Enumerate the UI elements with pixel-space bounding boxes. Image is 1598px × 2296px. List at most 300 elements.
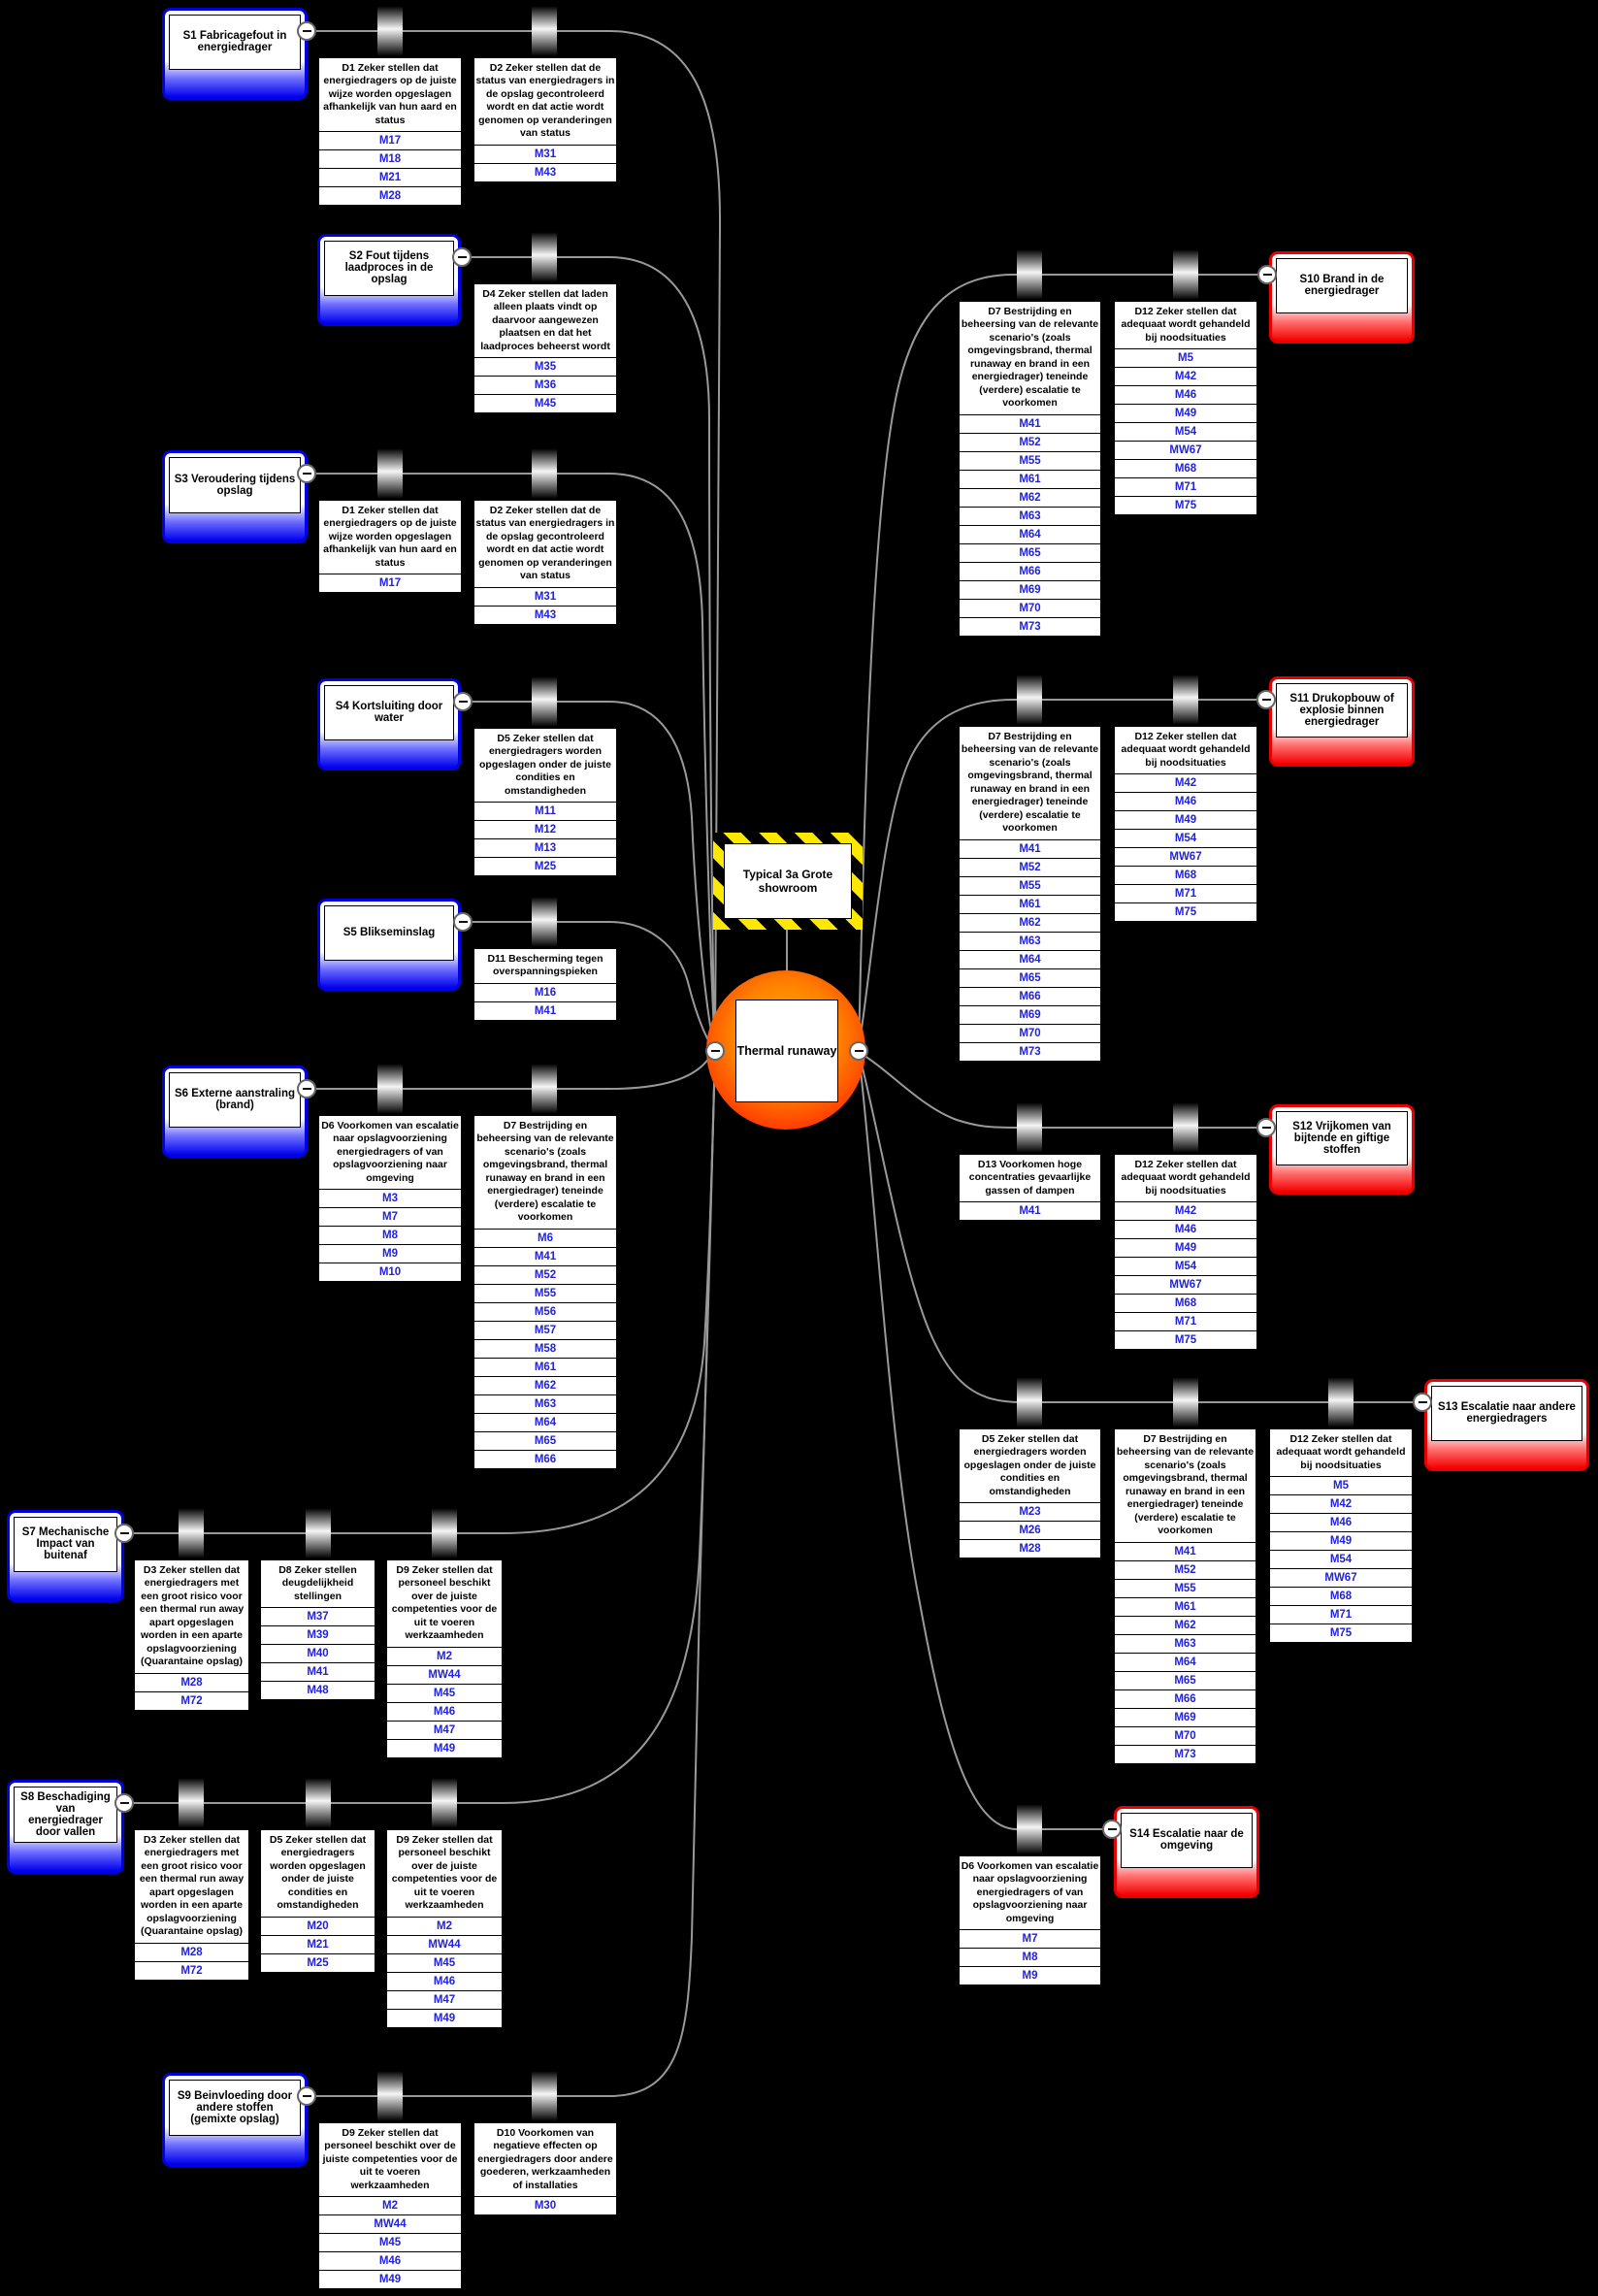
barrier-bar[interactable] bbox=[532, 446, 557, 501]
measure-row[interactable]: M64 bbox=[960, 950, 1100, 968]
barrier-s10-d12[interactable] bbox=[1113, 300, 1258, 516]
measure-row[interactable]: M49 bbox=[387, 2009, 502, 2027]
barrier-bar[interactable] bbox=[1017, 247, 1042, 302]
measure-row[interactable]: M2 bbox=[387, 1647, 502, 1665]
threat-s6-label: S6 Externe aanstraling (brand) bbox=[169, 1072, 301, 1128]
barrier-s1-d1[interactable] bbox=[317, 56, 463, 207]
measure-row[interactable]: M72 bbox=[135, 1961, 248, 1980]
barrier-s1-d2[interactable] bbox=[473, 56, 618, 183]
measure-row[interactable]: M54 bbox=[1115, 422, 1256, 441]
measure-row[interactable]: M63 bbox=[960, 932, 1100, 950]
barrier-s3-d1[interactable] bbox=[317, 499, 463, 594]
measure-row[interactable]: M18 bbox=[319, 149, 461, 168]
measure-row[interactable]: M41 bbox=[474, 1001, 616, 1020]
measure-row[interactable]: M52 bbox=[960, 858, 1100, 876]
barrier-s7-d9[interactable] bbox=[385, 1558, 504, 1759]
consequence-s10[interactable] bbox=[1269, 251, 1415, 344]
measure-row[interactable]: M66 bbox=[960, 987, 1100, 1005]
barrier-bar[interactable] bbox=[179, 1506, 204, 1560]
measure-row[interactable]: M68 bbox=[1115, 866, 1256, 884]
threat-s3[interactable] bbox=[162, 450, 308, 543]
barrier-title: D12 Zeker stellen dat adequaat wordt gehandeld bij noodsituaties bbox=[1121, 1159, 1251, 1197]
measure-row[interactable]: M16 bbox=[474, 983, 616, 1001]
measure-list bbox=[319, 574, 461, 592]
measure-row[interactable]: M41 bbox=[960, 839, 1100, 858]
measure-row[interactable]: M46 bbox=[387, 1972, 502, 1990]
measure-row[interactable]: M54 bbox=[1115, 829, 1256, 847]
measure-row[interactable]: M54 bbox=[1115, 1257, 1256, 1275]
wire-s6 bbox=[307, 1052, 715, 1089]
measure-row[interactable]: M55 bbox=[474, 1284, 616, 1302]
measure-row[interactable]: M49 bbox=[1115, 404, 1256, 422]
measure-row[interactable]: M65 bbox=[960, 543, 1100, 562]
measure-row[interactable]: M35 bbox=[474, 357, 616, 376]
measure-row[interactable]: M64 bbox=[1115, 1653, 1256, 1671]
barrier-title: D3 Zeker stellen dat energiedragers met een groot risico voor een thermal run away apart opgeslagen worden in een aparte opslagvoorziening (Quarantaine opslag) bbox=[139, 1564, 245, 1668]
threat-s5-label: S5 Blikseminslag bbox=[324, 905, 454, 961]
measure-list bbox=[960, 1502, 1100, 1558]
barrier-title: D7 Bestrijding en beheersing van de relevante scenario's (zoals omgevingsbrand, thermal runaway en brand in een energiedrager) teneinde (verdere) escalatie te voorkomen bbox=[961, 731, 1099, 835]
measure-row[interactable]: M8 bbox=[960, 1948, 1100, 1966]
barrier-bar[interactable] bbox=[306, 1776, 331, 1830]
measure-row[interactable]: M71 bbox=[1115, 1312, 1256, 1330]
measure-row[interactable]: M68 bbox=[1115, 459, 1256, 477]
threat-s7-label: S7 Mechanische Impact van buitenaf bbox=[14, 1517, 117, 1572]
measure-row[interactable]: M69 bbox=[960, 1005, 1100, 1024]
consequence-s13-label: S13 Escalatie naar andere energiedragers bbox=[1431, 1386, 1582, 1441]
measure-row[interactable]: M42 bbox=[1115, 367, 1256, 385]
measure-row[interactable]: M41 bbox=[1115, 1542, 1256, 1560]
barrier-s7-d3[interactable] bbox=[133, 1558, 250, 1712]
measure-row[interactable]: M28 bbox=[960, 1539, 1100, 1558]
wire-s12 bbox=[859, 1052, 1266, 1128]
consequence-s11-label: S11 Drukopbouw of explosie binnen energiedrager bbox=[1276, 683, 1408, 738]
measure-row[interactable]: M52 bbox=[960, 433, 1100, 451]
measure-row[interactable]: MW67 bbox=[1115, 847, 1256, 866]
measure-row[interactable]: M45 bbox=[387, 1684, 502, 1702]
measure-row[interactable]: M46 bbox=[1115, 792, 1256, 810]
barrier-title: D4 Zeker stellen dat laden alleen plaats vindt op daarvoor aangewezen plaatsen en dat het laadproces beheerst wordt bbox=[480, 288, 610, 352]
measure-row[interactable]: M61 bbox=[960, 470, 1100, 488]
measure-row[interactable]: M37 bbox=[261, 1607, 375, 1625]
measure-list bbox=[960, 1929, 1100, 1984]
barrier-title: D8 Zeker stellen deugdelijkheid stellingen bbox=[278, 1564, 357, 1602]
collapse-icon[interactable] bbox=[297, 1079, 316, 1099]
threat-s7[interactable] bbox=[7, 1510, 124, 1602]
barrier-bar[interactable] bbox=[532, 674, 557, 729]
measure-row[interactable]: M45 bbox=[387, 1953, 502, 1972]
barrier-bar[interactable] bbox=[432, 1776, 457, 1830]
measure-row[interactable]: M71 bbox=[1115, 477, 1256, 496]
measure-row[interactable]: M62 bbox=[960, 488, 1100, 507]
threat-s3-label: S3 Veroudering tijdens opslag bbox=[169, 457, 301, 513]
barrier-s13-d5[interactable] bbox=[958, 1427, 1102, 1559]
measure-row[interactable]: M62 bbox=[1115, 1616, 1256, 1634]
barrier-s8-d9[interactable] bbox=[385, 1828, 504, 2029]
barrier-bar[interactable] bbox=[532, 1062, 557, 1116]
collapse-icon[interactable] bbox=[114, 1524, 134, 1543]
measure-row[interactable]: M65 bbox=[474, 1431, 616, 1450]
barrier-bar[interactable] bbox=[1328, 1375, 1353, 1429]
measure-list bbox=[1115, 773, 1256, 921]
measure-row[interactable]: M72 bbox=[135, 1691, 248, 1710]
barrier-title: D2 Zeker stellen dat de status van energiedragers in de opslag gecontroleerd wordt en dat actie wordt genomen op veranderingen van status bbox=[475, 505, 615, 582]
measure-row[interactable]: M49 bbox=[387, 1739, 502, 1757]
barrier-bar[interactable] bbox=[1017, 1802, 1042, 1856]
hazard-label: Typical 3a Grote showroom bbox=[724, 843, 852, 919]
measure-row[interactable]: M56 bbox=[474, 1302, 616, 1321]
measure-row[interactable]: M8 bbox=[319, 1226, 461, 1244]
consequence-s14[interactable] bbox=[1114, 1806, 1259, 1898]
measure-row[interactable]: M49 bbox=[319, 2270, 461, 2288]
barrier-bar[interactable] bbox=[1017, 672, 1042, 727]
barrier-s5-d11[interactable] bbox=[473, 947, 618, 1022]
measure-row[interactable]: M75 bbox=[1115, 496, 1256, 514]
measure-list bbox=[474, 1229, 616, 1468]
measure-row[interactable]: M73 bbox=[960, 1042, 1100, 1061]
measure-row[interactable]: M40 bbox=[261, 1644, 375, 1662]
barrier-title: D11 Bescherming tegen overspanningspieken bbox=[487, 953, 603, 978]
measure-row[interactable]: M31 bbox=[474, 587, 616, 606]
measure-list bbox=[135, 1673, 248, 1710]
measure-row[interactable]: M41 bbox=[261, 1662, 375, 1681]
barrier-bar[interactable] bbox=[432, 1506, 457, 1560]
measure-row[interactable]: M73 bbox=[960, 617, 1100, 636]
barrier-s8-d3[interactable] bbox=[133, 1828, 250, 1982]
threat-s1-label: S1 Fabricagefout in energiedrager bbox=[169, 15, 301, 70]
measure-row[interactable]: M70 bbox=[1115, 1726, 1256, 1745]
measure-row[interactable]: M43 bbox=[474, 163, 616, 181]
measure-row[interactable]: MW67 bbox=[1270, 1568, 1412, 1587]
collapse-icon[interactable] bbox=[1413, 1393, 1432, 1412]
measure-row[interactable]: M42 bbox=[1270, 1494, 1412, 1513]
measure-row[interactable]: M70 bbox=[960, 599, 1100, 617]
measure-row[interactable]: M64 bbox=[474, 1413, 616, 1431]
measure-row[interactable]: M42 bbox=[1115, 1201, 1256, 1220]
barrier-title: D6 Voorkomen van escalatie naar opslagvoorziening energiedragers of van opslagvoorziening naar omgeving bbox=[321, 1120, 459, 1184]
barrier-title: D5 Zeker stellen dat energiedragers worden opgeslagen onder de juiste condities en omstandigheden bbox=[963, 1433, 1096, 1497]
measure-row[interactable]: M28 bbox=[135, 1943, 248, 1961]
measure-list bbox=[135, 1943, 248, 1980]
measure-row[interactable]: M61 bbox=[1115, 1597, 1256, 1616]
measure-row[interactable]: M31 bbox=[474, 145, 616, 163]
barrier-s2-d4[interactable] bbox=[473, 282, 618, 414]
measure-row[interactable]: M46 bbox=[1115, 385, 1256, 404]
measure-row[interactable]: M45 bbox=[474, 394, 616, 412]
measure-row[interactable]: M62 bbox=[960, 913, 1100, 932]
collapse-icon[interactable] bbox=[297, 464, 316, 483]
measure-list bbox=[387, 1917, 502, 2027]
measure-list bbox=[387, 1647, 502, 1757]
measure-row[interactable]: M46 bbox=[319, 2251, 461, 2270]
measure-row[interactable]: M21 bbox=[261, 1935, 375, 1953]
measure-row[interactable]: M69 bbox=[960, 580, 1100, 599]
measure-row[interactable]: MW44 bbox=[387, 1665, 502, 1684]
barrier-bar[interactable] bbox=[1173, 672, 1198, 727]
barrier-bar[interactable] bbox=[377, 446, 403, 501]
measure-row[interactable]: M46 bbox=[1115, 1220, 1256, 1238]
measure-list bbox=[474, 802, 616, 875]
threat-s9[interactable] bbox=[162, 2073, 308, 2167]
barrier-title: D9 Zeker stellen dat personeel beschikt over de juiste competenties voor de uit te voeren werkzaamheden bbox=[391, 1564, 498, 1642]
collapse-icon[interactable] bbox=[1256, 1118, 1276, 1137]
consequence-s11[interactable] bbox=[1269, 676, 1415, 767]
threat-s2[interactable] bbox=[317, 234, 461, 326]
barrier-s8-d5[interactable] bbox=[259, 1828, 376, 1974]
measure-row[interactable]: M75 bbox=[1270, 1624, 1412, 1642]
hazard-box[interactable] bbox=[713, 833, 863, 930]
barrier-title: D5 Zeker stellen dat energiedragers worden opgeslagen onder de juiste condities en omstandigheden bbox=[269, 1834, 367, 1912]
measure-list bbox=[1115, 1542, 1256, 1763]
barrier-s11-d7[interactable] bbox=[958, 725, 1102, 1063]
measure-row[interactable]: M48 bbox=[261, 1681, 375, 1699]
measure-row[interactable]: M66 bbox=[474, 1450, 616, 1468]
measure-row[interactable]: M9 bbox=[319, 1244, 461, 1263]
measure-list bbox=[474, 357, 616, 412]
measure-row[interactable]: MW44 bbox=[387, 1935, 502, 1953]
measure-row[interactable]: M2 bbox=[387, 1917, 502, 1935]
barrier-s12-d12[interactable] bbox=[1113, 1153, 1258, 1351]
measure-row[interactable]: M75 bbox=[1115, 1330, 1256, 1349]
barrier-s13-d7[interactable] bbox=[1113, 1427, 1257, 1765]
barrier-title: D7 Bestrijding en beheersing van de relevante scenario's (zoals omgevingsbrand, thermal runaway en brand in een energiedrager) teneinde (verdere) escalatie te voorkomen bbox=[961, 306, 1099, 410]
measure-row[interactable]: M69 bbox=[1115, 1708, 1256, 1726]
barrier-s4-d5[interactable] bbox=[473, 727, 618, 877]
measure-list bbox=[960, 1201, 1100, 1220]
threat-s9-label: S9 Beinvloeding door andere stoffen (gemixte opslag) bbox=[169, 2080, 301, 2136]
measure-list bbox=[319, 2196, 461, 2288]
barrier-bar[interactable] bbox=[1017, 1100, 1042, 1155]
measure-row[interactable]: M10 bbox=[319, 1263, 461, 1281]
measure-list bbox=[1270, 1476, 1412, 1642]
measure-list bbox=[1115, 348, 1256, 514]
measure-list bbox=[1115, 1201, 1256, 1349]
measure-row[interactable]: M30 bbox=[474, 2196, 616, 2214]
measure-row[interactable]: M17 bbox=[319, 131, 461, 149]
collapse-icon[interactable] bbox=[114, 1793, 134, 1813]
measure-row[interactable]: M41 bbox=[960, 1201, 1100, 1220]
measure-row[interactable]: M11 bbox=[474, 802, 616, 820]
measure-row[interactable]: M25 bbox=[474, 857, 616, 875]
barrier-title: D12 Zeker stellen dat adequaat wordt gehandeld bij noodsituaties bbox=[1276, 1433, 1406, 1471]
barrier-bar[interactable] bbox=[377, 1062, 403, 1116]
barrier-s11-d12[interactable] bbox=[1113, 725, 1258, 923]
measure-row[interactable]: M52 bbox=[474, 1265, 616, 1284]
barrier-bar[interactable] bbox=[532, 2069, 557, 2123]
threat-s8[interactable] bbox=[7, 1780, 124, 1874]
measure-list bbox=[474, 983, 616, 1020]
barrier-bar[interactable] bbox=[1173, 1100, 1198, 1155]
barrier-s14-d6[interactable] bbox=[958, 1854, 1102, 1986]
measure-row[interactable]: M57 bbox=[474, 1321, 616, 1339]
measure-row[interactable]: M61 bbox=[474, 1358, 616, 1376]
consequence-s10-label: S10 Brand in de energiedrager bbox=[1276, 258, 1408, 313]
measure-row[interactable]: M58 bbox=[474, 1339, 616, 1358]
barrier-title: D9 Zeker stellen dat personeel beschikt over de juiste competenties voor de uit te voeren werkzaamheden bbox=[391, 1834, 498, 1912]
measure-row[interactable]: M66 bbox=[960, 562, 1100, 580]
measure-row[interactable]: MW44 bbox=[319, 2214, 461, 2233]
measure-row[interactable]: M66 bbox=[1115, 1689, 1256, 1708]
barrier-title: D12 Zeker stellen dat adequaat wordt gehandeld bij noodsituaties bbox=[1121, 306, 1251, 344]
collapse-icon[interactable] bbox=[705, 1041, 725, 1061]
barrier-s7-d8[interactable] bbox=[259, 1558, 376, 1701]
barrier-title: D10 Voorkomen van negatieve effecten op energiedragers door andere goederen, werkzaamheden of installaties bbox=[477, 2127, 613, 2191]
barrier-title: D7 Bestrijding en beheersing van de relevante scenario's (zoals omgevingsbrand, thermal runaway en brand in een energiedrager) teneinde (verdere) escalatie te voorkomen bbox=[476, 1120, 614, 1224]
measure-row[interactable]: M55 bbox=[960, 451, 1100, 470]
measure-list bbox=[474, 587, 616, 624]
barrier-s6-d6[interactable] bbox=[317, 1114, 463, 1283]
measure-list bbox=[261, 1607, 375, 1699]
barrier-title: D9 Zeker stellen dat personeel beschikt over de juiste competenties voor de uit te voeren werkzaamheden bbox=[322, 2127, 458, 2191]
consequence-s14-label: S14 Escalatie naar de omgeving bbox=[1121, 1813, 1253, 1868]
measure-list bbox=[960, 839, 1100, 1061]
measure-row[interactable]: M43 bbox=[474, 606, 616, 624]
barrier-s10-d7[interactable] bbox=[958, 300, 1102, 638]
barrier-title: D7 Bestrijding en beheersing van de relevante scenario's (zoals omgevingsbrand, thermal runaway en brand in een energiedrager) teneinde (verdere) escalatie te voorkomen bbox=[1116, 1433, 1255, 1537]
barrier-s9-d9[interactable] bbox=[317, 2121, 463, 2290]
measure-row[interactable]: M47 bbox=[387, 1990, 502, 2009]
measure-row[interactable]: M5 bbox=[1115, 348, 1256, 367]
measure-row[interactable]: M47 bbox=[387, 1721, 502, 1739]
collapse-icon[interactable] bbox=[297, 21, 316, 41]
threat-s4-label: S4 Kortsluiting door water bbox=[324, 685, 454, 740]
measure-row[interactable]: M71 bbox=[1270, 1605, 1412, 1624]
threat-s4[interactable] bbox=[317, 678, 461, 771]
measure-row[interactable]: M12 bbox=[474, 820, 616, 838]
measure-row[interactable]: M39 bbox=[261, 1625, 375, 1644]
measure-row[interactable]: M36 bbox=[474, 376, 616, 394]
measure-row[interactable]: M61 bbox=[960, 895, 1100, 913]
measure-row[interactable]: M64 bbox=[960, 525, 1100, 543]
collapse-icon[interactable] bbox=[1257, 265, 1277, 284]
measure-list bbox=[319, 131, 461, 205]
threat-s5[interactable] bbox=[317, 899, 461, 991]
measure-list bbox=[319, 1189, 461, 1281]
barrier-title: D5 Zeker stellen dat energiedragers worden opgeslagen onder de juiste condities en omstandigheden bbox=[479, 733, 611, 797]
top-event-circle[interactable] bbox=[706, 970, 865, 1130]
barrier-bar[interactable] bbox=[377, 2069, 403, 2123]
barrier-s12-d13[interactable] bbox=[958, 1153, 1102, 1222]
measure-row[interactable]: M5 bbox=[1270, 1476, 1412, 1494]
barrier-bar[interactable] bbox=[306, 1506, 331, 1560]
barrier-bar[interactable] bbox=[1173, 247, 1198, 302]
consequence-s12[interactable] bbox=[1269, 1104, 1415, 1195]
barrier-title: D2 Zeker stellen dat de status van energiedragers in de opslag gecontroleerd wordt en dat actie wordt genomen op veranderingen van status bbox=[475, 62, 615, 140]
barrier-bar[interactable] bbox=[532, 230, 557, 284]
measure-row[interactable]: M28 bbox=[319, 186, 461, 205]
barrier-s6-d7[interactable] bbox=[473, 1114, 618, 1470]
measure-row[interactable]: M73 bbox=[1115, 1745, 1256, 1763]
measure-row[interactable]: M20 bbox=[261, 1917, 375, 1935]
measure-list bbox=[261, 1917, 375, 1972]
barrier-title: D12 Zeker stellen dat adequaat wordt gehandeld bij noodsituaties bbox=[1121, 731, 1251, 769]
measure-row[interactable]: M63 bbox=[1115, 1634, 1256, 1653]
measure-row[interactable]: M62 bbox=[474, 1376, 616, 1394]
barrier-title: D1 Zeker stellen dat energiedragers op de juiste wijze worden opgeslagen afhankelijk van hun aard en status bbox=[323, 62, 457, 126]
measure-row[interactable]: M42 bbox=[1115, 773, 1256, 792]
barrier-bar[interactable] bbox=[1173, 1375, 1198, 1429]
measure-row[interactable]: M46 bbox=[1270, 1513, 1412, 1531]
collapse-icon[interactable] bbox=[849, 1041, 868, 1061]
measure-row[interactable]: M21 bbox=[319, 168, 461, 186]
measure-row[interactable]: M45 bbox=[319, 2233, 461, 2251]
measure-row[interactable]: M6 bbox=[474, 1229, 616, 1247]
barrier-bar[interactable] bbox=[532, 895, 557, 949]
barrier-s13-d12[interactable] bbox=[1268, 1427, 1414, 1644]
consequence-s12-label: S12 Vrijkomen van bijtende en giftige stoffen bbox=[1276, 1111, 1408, 1165]
measure-row[interactable]: M2 bbox=[319, 2196, 461, 2214]
measure-row[interactable]: M63 bbox=[960, 507, 1100, 525]
measure-row[interactable]: M49 bbox=[1115, 810, 1256, 829]
barrier-bar[interactable] bbox=[1017, 1375, 1042, 1429]
measure-row[interactable]: M26 bbox=[960, 1521, 1100, 1539]
collapse-icon[interactable] bbox=[1102, 1820, 1122, 1839]
measure-row[interactable]: M41 bbox=[960, 414, 1100, 433]
barrier-title: D13 Voorkomen hoge concentraties gevaarlijke gassen of dampen bbox=[968, 1159, 1092, 1197]
measure-row[interactable]: M65 bbox=[1115, 1671, 1256, 1689]
barrier-bar[interactable] bbox=[179, 1776, 204, 1830]
barrier-title: D6 Voorkomen van escalatie naar opslagvoorziening energiedragers of van opslagvoorziening naar omgeving bbox=[961, 1860, 1099, 1924]
measure-row[interactable]: M68 bbox=[1115, 1294, 1256, 1312]
measure-row[interactable]: M28 bbox=[135, 1673, 248, 1691]
collapse-icon[interactable] bbox=[1256, 690, 1276, 709]
consequence-s13[interactable] bbox=[1424, 1379, 1589, 1471]
measure-row[interactable]: M68 bbox=[1270, 1587, 1412, 1605]
collapse-icon[interactable] bbox=[297, 2086, 316, 2106]
measure-list bbox=[960, 414, 1100, 636]
measure-row[interactable]: M54 bbox=[1270, 1550, 1412, 1568]
measure-row[interactable]: M49 bbox=[1115, 1238, 1256, 1257]
measure-row[interactable]: M25 bbox=[261, 1953, 375, 1972]
measure-row[interactable]: M65 bbox=[960, 968, 1100, 987]
measure-row[interactable]: M9 bbox=[960, 1966, 1100, 1984]
measure-row[interactable]: M49 bbox=[1270, 1531, 1412, 1550]
top-event-label: Thermal runaway bbox=[735, 1000, 838, 1102]
barrier-bar[interactable] bbox=[377, 4, 403, 58]
threat-s2-label: S2 Fout tijdens laadproces in de opslag bbox=[324, 241, 454, 296]
measure-row[interactable]: M41 bbox=[474, 1247, 616, 1265]
measure-row[interactable]: M55 bbox=[960, 876, 1100, 895]
measure-row[interactable]: M3 bbox=[319, 1189, 461, 1207]
collapse-icon[interactable] bbox=[453, 912, 473, 932]
measure-row[interactable]: M23 bbox=[960, 1502, 1100, 1521]
measure-row[interactable]: M7 bbox=[319, 1207, 461, 1226]
barrier-bar[interactable] bbox=[532, 4, 557, 58]
measure-row[interactable]: M55 bbox=[1115, 1579, 1256, 1597]
barrier-title: D1 Zeker stellen dat energiedragers op de juiste wijze worden opgeslagen afhankelijk van hun aard en status bbox=[323, 505, 457, 569]
measure-row[interactable]: M7 bbox=[960, 1929, 1100, 1948]
barrier-title: D3 Zeker stellen dat energiedragers met een groot risico voor een thermal run away apart opgeslagen worden in een aparte opslagvoorziening (Quarantaine opslag) bbox=[139, 1834, 245, 1938]
measure-row[interactable]: M75 bbox=[1115, 902, 1256, 921]
threat-s1[interactable] bbox=[162, 8, 308, 100]
collapse-icon[interactable] bbox=[453, 692, 473, 711]
measure-row[interactable]: M17 bbox=[319, 574, 461, 592]
threat-s8-label: S8 Beschadiging van energiedrager door vallen bbox=[14, 1787, 117, 1843]
measure-list bbox=[474, 2196, 616, 2214]
measure-row[interactable]: M46 bbox=[387, 1702, 502, 1721]
measure-row[interactable]: M71 bbox=[1115, 884, 1256, 902]
threat-s6[interactable] bbox=[162, 1066, 308, 1158]
measure-row[interactable]: M70 bbox=[960, 1024, 1100, 1042]
measure-row[interactable]: MW67 bbox=[1115, 1275, 1256, 1294]
barrier-s3-d2[interactable] bbox=[473, 499, 618, 626]
barrier-s9-d10[interactable] bbox=[473, 2121, 618, 2216]
measure-row[interactable]: M63 bbox=[474, 1394, 616, 1413]
collapse-icon[interactable] bbox=[452, 247, 472, 267]
measure-row[interactable]: M52 bbox=[1115, 1560, 1256, 1579]
measure-row[interactable]: M13 bbox=[474, 838, 616, 857]
measure-row[interactable]: MW67 bbox=[1115, 441, 1256, 459]
